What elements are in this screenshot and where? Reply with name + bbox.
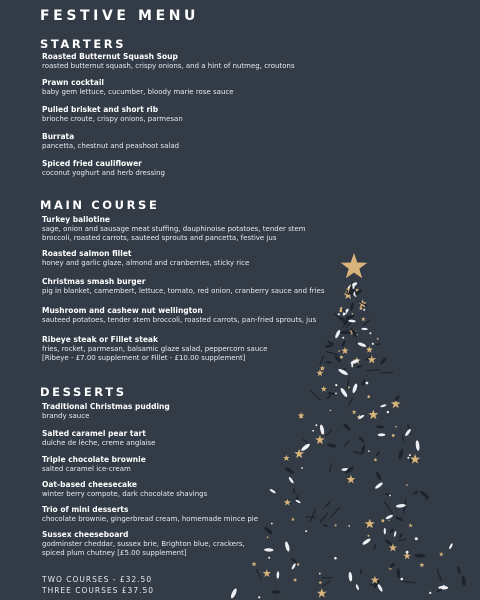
star-icon (366, 346, 373, 353)
dot-shape (367, 395, 370, 398)
leaf-shape (326, 394, 332, 399)
leaf-shape (436, 588, 442, 593)
item-description: sauteed potatoes, tender stem broccoli, roasted carrots, pan-fried sprouts, jus (42, 316, 317, 324)
star-icon (252, 561, 257, 566)
branch-line (399, 539, 406, 540)
item-name: Ribeye steak or Fillet steak (42, 335, 158, 344)
menu-item (42, 402, 362, 421)
dot-shape (406, 551, 409, 554)
dot-shape (377, 338, 379, 340)
leaf-shape (394, 394, 400, 402)
item-description: brioche croute, crispy onions, parmesan (42, 115, 183, 123)
item-name: Triple chocolate brownie (42, 455, 146, 464)
leaf-shape (415, 440, 420, 451)
star-icon (419, 562, 424, 567)
item-description: sage, onion and sausage meat stuffing, dauphinoise potatoes, tender stem broccoli, roasted carrots, sauteed sprouts and pancetta, festive jus (42, 225, 306, 242)
dot-shape (335, 524, 337, 526)
leaf-shape (375, 451, 381, 457)
star-icon (367, 355, 376, 363)
item-description: baby gem lettuce, cucumber, bloody marie rose sauce (42, 88, 234, 96)
price-three-courses: THREE COURSES £37.50 (42, 586, 155, 595)
branch-line (347, 378, 349, 388)
star-icon (391, 399, 401, 408)
leaf-shape (356, 365, 363, 369)
dot-shape (348, 525, 350, 527)
leaf-shape (376, 343, 382, 346)
menu-item (42, 455, 362, 474)
branch-line (311, 391, 321, 400)
leaf-shape (230, 588, 238, 599)
item-description: pancetta, chestnut and peashoot salad (42, 142, 180, 150)
leaf-shape (365, 356, 374, 361)
leaf-shape (399, 533, 403, 539)
leaf-shape (339, 387, 348, 398)
dot-shape (348, 386, 350, 388)
leaf-shape (351, 362, 353, 367)
menu-item (42, 306, 362, 325)
star-icon (368, 410, 378, 420)
leaf-shape (395, 516, 404, 522)
leaf-shape (360, 569, 362, 574)
leaf-shape (361, 379, 366, 387)
branch-line (404, 500, 406, 514)
leaf-shape (448, 543, 453, 550)
item-name: Prawn cocktail (42, 78, 104, 87)
branch-line (437, 569, 441, 581)
leaf-shape (412, 491, 418, 496)
leaf-shape (389, 528, 394, 534)
branch-line (363, 320, 371, 326)
branch-line (403, 581, 416, 582)
item-name: Sussex cheeseboard (42, 530, 129, 539)
menu-item (42, 215, 362, 243)
star-icon (371, 576, 380, 584)
item-description: godminster cheddar, sussex brie, Brighton blue, crackers, spiced plum chutney [£5.00 supplement] (42, 540, 245, 557)
leaf-shape (385, 492, 392, 497)
dot-shape (297, 563, 299, 565)
leaf-shape (396, 504, 406, 508)
leaf-shape (414, 554, 425, 559)
dot-shape (415, 537, 418, 540)
menu-item (42, 78, 362, 97)
leaf-shape (408, 456, 412, 463)
leaf-shape (290, 557, 297, 563)
item-description: pig in blanket, camembert, lettuce, tomato, red onion, cranberry sauce and fries (42, 287, 325, 295)
price-two-courses: TWO COURSES - £32.50 (42, 575, 153, 584)
branch-line (408, 425, 411, 435)
dot-shape (406, 484, 408, 486)
leaf-shape (396, 568, 400, 578)
dot-shape (392, 434, 395, 437)
dot-shape (429, 592, 431, 594)
menu-item (42, 52, 362, 71)
leaf-shape (374, 482, 383, 490)
dot-shape (382, 519, 385, 522)
leaf-shape (345, 329, 351, 335)
dot-shape (368, 535, 370, 537)
leaf-shape (404, 428, 411, 437)
dot-shape (369, 332, 371, 334)
leaf-shape (461, 575, 467, 586)
menu-item (42, 249, 362, 268)
dot-shape (372, 343, 374, 345)
item-name: Pulled brisket and short rib (42, 105, 159, 114)
item-description: brandy sauce (42, 412, 90, 420)
leaf-shape (361, 328, 368, 331)
item-name: Traditional Christmas pudding (42, 402, 170, 411)
branch-line (323, 581, 331, 586)
dot-shape (258, 596, 260, 598)
dot-shape (335, 393, 337, 395)
dot-shape (401, 578, 404, 581)
leaf-shape (393, 531, 396, 537)
branch-line (385, 502, 393, 513)
menu-item (42, 132, 362, 151)
star-icon (317, 588, 327, 597)
dot-shape (335, 384, 337, 386)
leaf-shape (456, 566, 461, 575)
dot-shape (407, 457, 409, 459)
branch-line (367, 370, 380, 371)
dot-shape (368, 450, 370, 452)
leaf-shape (438, 586, 448, 590)
dot-shape (363, 309, 365, 311)
leaf-shape (338, 368, 349, 376)
star-icon (403, 552, 411, 559)
item-description: roasted butternut squash, crispy onions, and a hint of nutmeg, croutons (42, 62, 295, 70)
leaf-shape (362, 538, 372, 546)
menu-item (42, 335, 362, 363)
dot-shape (374, 459, 377, 462)
star-icon (321, 386, 327, 392)
dot-shape (366, 382, 369, 385)
leaf-shape (350, 327, 357, 335)
leaf-shape (341, 367, 347, 371)
branch-line (381, 372, 393, 373)
star-icon (410, 454, 420, 464)
leaf-shape (327, 392, 334, 395)
branch-line (370, 585, 376, 586)
star-icon (320, 365, 326, 370)
item-description: fries, rocket, parmesan, balsamic glaze salad, peppercorn sauce [Ribeye - £7.00 supplement or Fillet - £10.00 supplement] (42, 345, 268, 362)
dot-shape (319, 573, 321, 575)
item-name: Salted caramel pear tart (42, 429, 146, 438)
item-name: Roasted Butternut Squash Soup (42, 52, 178, 61)
item-description: dulche de lèche, creme anglaise (42, 439, 156, 447)
leaf-shape (295, 499, 301, 503)
star-icon (293, 578, 298, 582)
leaf-shape (373, 544, 377, 550)
item-name: Spiced fried cauliflower (42, 159, 142, 168)
leaf-shape (380, 404, 387, 408)
leaf-shape (352, 383, 359, 394)
dot-shape (388, 520, 389, 521)
menu-title: FESTIVE MENU (40, 8, 200, 24)
leaf-shape (340, 331, 349, 334)
leaf-shape (291, 563, 297, 570)
leaf-shape (271, 590, 281, 594)
menu-item (42, 480, 362, 499)
star-icon (365, 519, 375, 529)
leaf-shape (388, 562, 395, 570)
star-icon (439, 552, 444, 557)
leaf-shape (425, 496, 430, 501)
dot-shape (395, 426, 397, 428)
item-name: Turkey ballotine (42, 215, 111, 224)
item-name: Trio of mini desserts (42, 505, 129, 514)
item-description: coconut yoghurt and herb dressing (42, 169, 165, 177)
leaf-shape (377, 584, 384, 593)
dot-shape (389, 567, 392, 570)
dot-shape (409, 454, 411, 456)
menu-item (42, 505, 362, 524)
item-description: salted caramel ice-cream (42, 465, 131, 473)
item-description: winter berry compote, dark chocolate shavings (42, 490, 208, 498)
branch-line (256, 570, 261, 580)
leaf-shape (384, 538, 393, 546)
leaf-shape (385, 514, 393, 520)
star-icon (349, 328, 356, 335)
leaf-shape (380, 356, 388, 365)
item-name: Christmas smash burger (42, 277, 146, 286)
star-icon (408, 523, 412, 527)
leaf-shape (276, 571, 279, 578)
star-icon (263, 569, 271, 577)
section-title-desserts: DESSERTS (40, 385, 127, 399)
menu-item (42, 530, 362, 558)
leaf-shape (373, 579, 381, 588)
leaf-shape (384, 528, 386, 534)
menu-item (42, 277, 362, 296)
leaf-shape (398, 448, 405, 460)
menu-item (42, 159, 362, 178)
section-title-main-course: MAIN COURSE (40, 198, 160, 212)
menu-item (42, 105, 362, 124)
dot-shape (387, 411, 389, 413)
item-name: Mushroom and cashew nut wellington (42, 306, 203, 315)
item-name: Burrata (42, 132, 75, 141)
item-name: Roasted salmon fillet (42, 249, 132, 258)
item-name: Oat-based cheesecake (42, 480, 137, 489)
leaf-shape (355, 584, 359, 591)
dot-shape (443, 585, 445, 587)
branch-line (403, 435, 404, 441)
menu-item (42, 429, 362, 448)
leaf-shape (419, 490, 429, 499)
leaf-shape (322, 523, 328, 527)
leaf-shape (376, 425, 384, 428)
branch-line (354, 452, 363, 455)
dot-shape (389, 495, 391, 497)
leaf-shape (375, 471, 382, 481)
star-icon (316, 369, 323, 376)
section-title-starters: STARTERS (40, 37, 127, 51)
star-icon (389, 544, 397, 552)
item-description: chocolate brownie, gingerbread cream, homemade mince pie (42, 515, 259, 523)
leaf-shape (378, 433, 386, 436)
leaf-shape (348, 572, 352, 582)
dot-shape (315, 424, 317, 426)
dot-shape (319, 581, 321, 583)
item-description: honey and garlic glaze, almond and cranberries, sticky rice (42, 259, 250, 267)
